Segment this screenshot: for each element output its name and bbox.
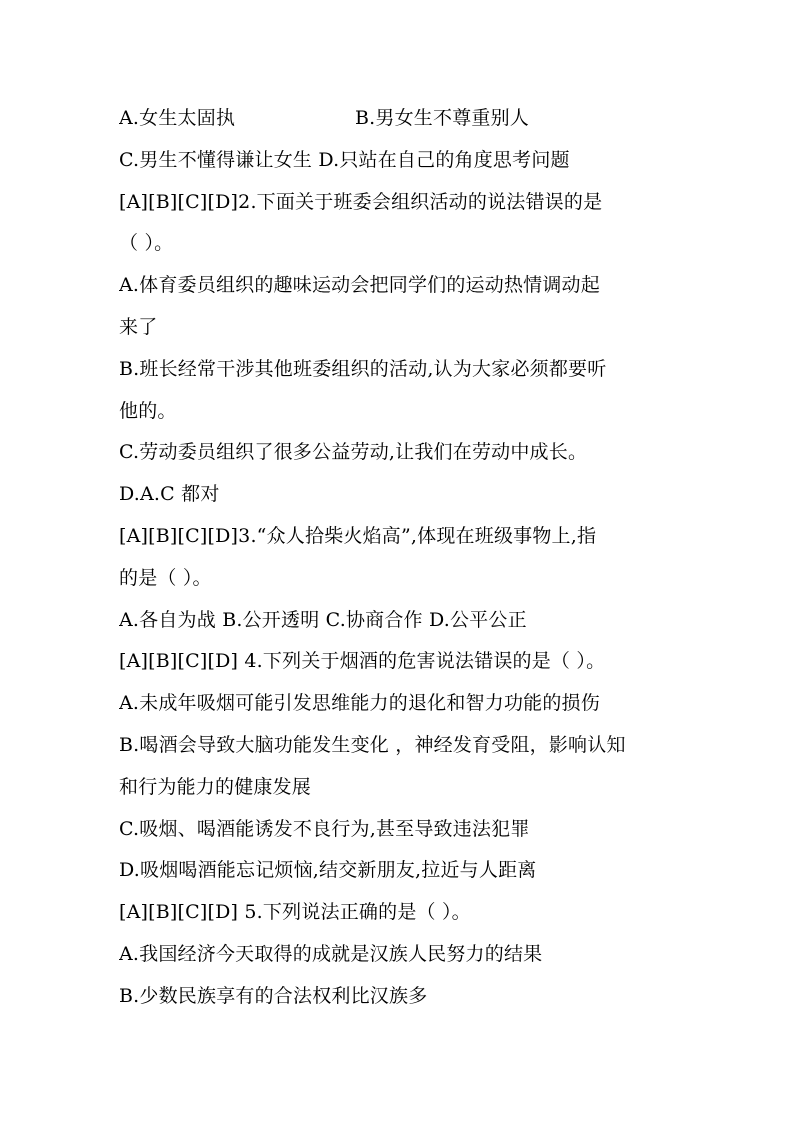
question-2-option-a: A.体育委员组织的趣味运动会把同学们的运动热情调动起 — [119, 274, 600, 297]
question-3-stem-cont: 的是（ ）。 — [119, 566, 212, 589]
question-2-stem: [A][B][C][D]2.下面关于班委会组织活动的说法错误的是 — [119, 190, 603, 213]
question-5-option-b: B.少数民族享有的合法权利比汉族多 — [119, 984, 428, 1007]
question-5-stem: [A][B][C][D] 5.下列说法正确的是（ ）。 — [119, 901, 471, 924]
question-4-option-b: B.喝酒会导致大脑功能发生变化 ，神经发育受阻，影响认知 — [119, 733, 626, 756]
option-line-1-ab — [119, 98, 679, 140]
question-4-option-b-cont: 和行为能力的健康发展 — [119, 775, 312, 798]
option-b-text: B.男女生不尊重别人 — [355, 107, 530, 129]
question-4-option-d: D.吸烟喝酒能忘记烦恼,结交新朋友,拉近与人距离 — [119, 859, 537, 882]
question-3-stem: [A][B][C][D]3.“众人拾柴火焰高”,体现在班级事物上,指 — [119, 524, 597, 547]
question-4-option-a: A.未成年吸烟可能引发思维能力的退化和智力功能的损伤 — [119, 692, 600, 715]
question-3-options: A.各自为战 B.公开透明 C.协商合作 D.公平公正 — [119, 608, 527, 631]
question-4-option-c: C.吸烟、喝酒能诱发不良行为,甚至导致违法犯罪 — [119, 817, 530, 840]
question-4-stem: [A][B][C][D] 4.下列关于烟酒的危害说法错误的是（ ）。 — [119, 650, 606, 673]
question-2-option-d: D.A.C 都对 — [119, 483, 220, 506]
question-2-option-c: C.劳动委员组织了很多公益劳动,让我们在劳动中成长。 — [119, 441, 588, 464]
option-a-text: A.女生太固执 — [119, 107, 236, 129]
question-5-option-a: A.我国经济今天取得的成就是汉族人民努力的结果 — [119, 942, 543, 965]
question-2-option-b: B.班长经常干涉其他班委组织的活动,认为大家必须都要听 — [119, 357, 607, 380]
question-2-option-b-cont: 他的。 — [119, 399, 177, 422]
question-2-stem-cont: （ ）。 — [119, 232, 174, 255]
question-2-option-a-cont: 来了 — [119, 315, 158, 338]
option-line-1-cd: C.男生不懂得谦让女生 D.只站在自己的角度思考问题 — [119, 148, 570, 171]
question-text — [119, 98, 679, 1018]
